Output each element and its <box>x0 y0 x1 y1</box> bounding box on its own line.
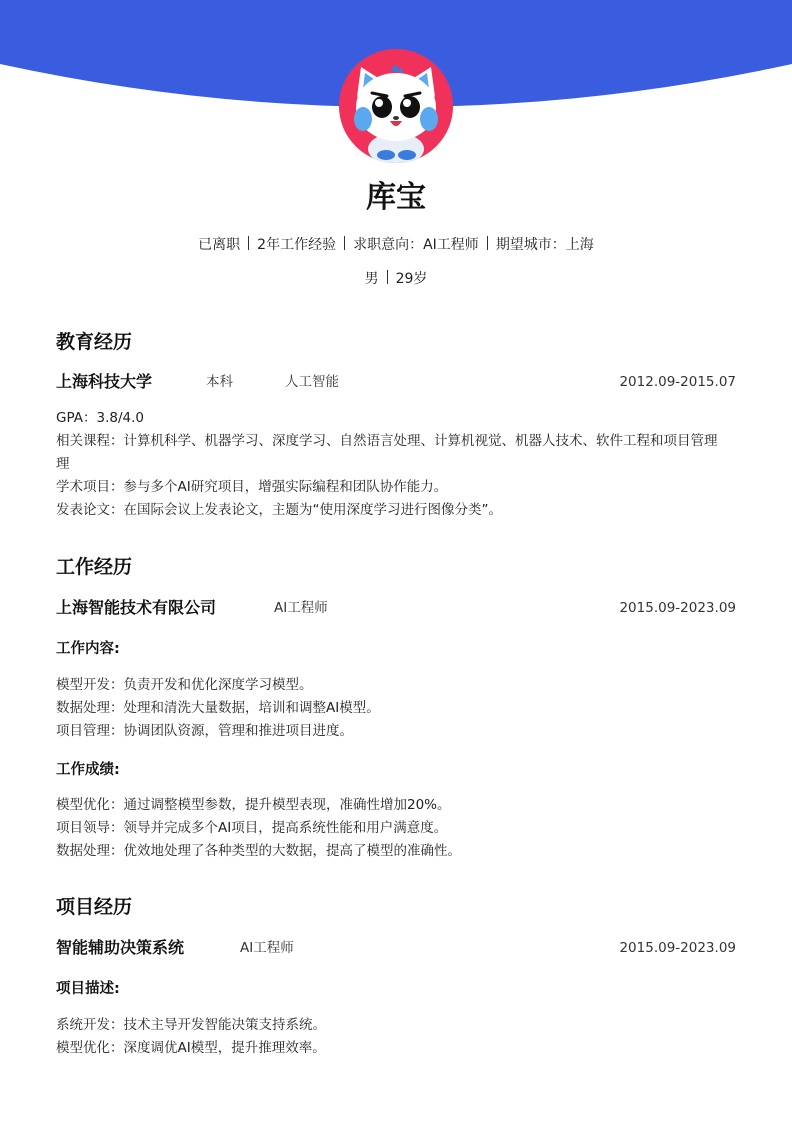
list-item: 项目管理：协调团队资源，管理和推进项目进度。 <box>56 723 353 739</box>
work-role: AI工程师 <box>274 600 328 616</box>
candidate-name: 库宝 <box>366 180 426 215</box>
publication-line: 发表论文：在国际会议上发表论文，主题为“使用深度学习进行图像分类”。 <box>56 502 502 518</box>
project-section-title: 项目经历 <box>56 896 133 918</box>
project-desc-title: 项目描述: <box>56 981 120 997</box>
info-line-secondary <box>0 269 792 289</box>
education-date: 2012.09-2015.07 <box>619 374 736 390</box>
academic-project-line: 学术项目：参与多个AI研究项目，增强实际编程和团队协作能力。 <box>56 479 448 495</box>
job-intent-text: 求职意向：AI工程师 <box>353 237 479 253</box>
separator <box>487 236 488 250</box>
separator <box>248 236 249 250</box>
list-item: 模型优化：深度调优AI模型，提升推理效率。 <box>56 1040 326 1056</box>
courses-line: 相关课程：计算机科学、机器学习、深度学习、自然语言处理、计算机视觉、机器人技术、软件工程和项目管理 <box>56 433 718 449</box>
work-section-title: 工作经历 <box>56 556 133 578</box>
project-date: 2015.09-2023.09 <box>619 940 736 956</box>
list-item: 模型开发：负责开发和优化深度学习模型。 <box>56 677 313 693</box>
work-results-title: 工作成绩: <box>56 762 120 778</box>
list-item: 项目领导：领导并完成多个AI项目，提高系统性能和用户满意度。 <box>56 820 448 836</box>
status-text: 已离职 <box>198 237 241 253</box>
work-date: 2015.09-2023.09 <box>619 600 736 616</box>
list-item: 数据处理：处理和清洗大量数据，培训和调整AI模型。 <box>56 700 380 716</box>
major: 人工智能 <box>285 374 339 390</box>
city-text: 期望城市：上海 <box>495 237 594 253</box>
project-desc-list <box>56 1014 736 1060</box>
education-details <box>56 407 736 522</box>
age-text: 29岁 <box>395 271 428 287</box>
experience-text: 2年工作经验 <box>257 237 337 253</box>
project-role: AI工程师 <box>240 940 294 956</box>
project-name: 智能辅助决策系统 <box>56 938 185 957</box>
education-entry-header <box>56 370 736 394</box>
list-item: 系统开发：技术主导开发智能决策支持系统。 <box>56 1017 326 1033</box>
gender-text: 男 <box>364 271 379 287</box>
courses-line-wrap: 理 <box>56 456 70 472</box>
project-entry-header <box>56 936 736 960</box>
education-section-title: 教育经历 <box>56 331 133 353</box>
separator <box>387 270 388 284</box>
degree: 本科 <box>206 374 233 390</box>
list-item: 模型优化：通过调整模型参数，提升模型表现，准确性增加20%。 <box>56 797 451 813</box>
company-name: 上海智能技术有限公司 <box>56 598 217 617</box>
cat-mascot-icon <box>339 49 453 163</box>
avatar <box>339 49 453 163</box>
work-entry-header <box>56 596 736 620</box>
info-line-primary <box>0 235 792 255</box>
list-item: 数据处理：优效地处理了各种类型的大数据，提高了模型的准确性。 <box>56 843 461 859</box>
school-name: 上海科技大学 <box>56 372 153 391</box>
work-results-list <box>56 794 736 863</box>
gpa-line: GPA：3.8/4.0 <box>56 410 144 426</box>
work-content-list <box>56 674 736 743</box>
work-content-title: 工作内容: <box>56 641 120 657</box>
separator <box>344 236 345 250</box>
